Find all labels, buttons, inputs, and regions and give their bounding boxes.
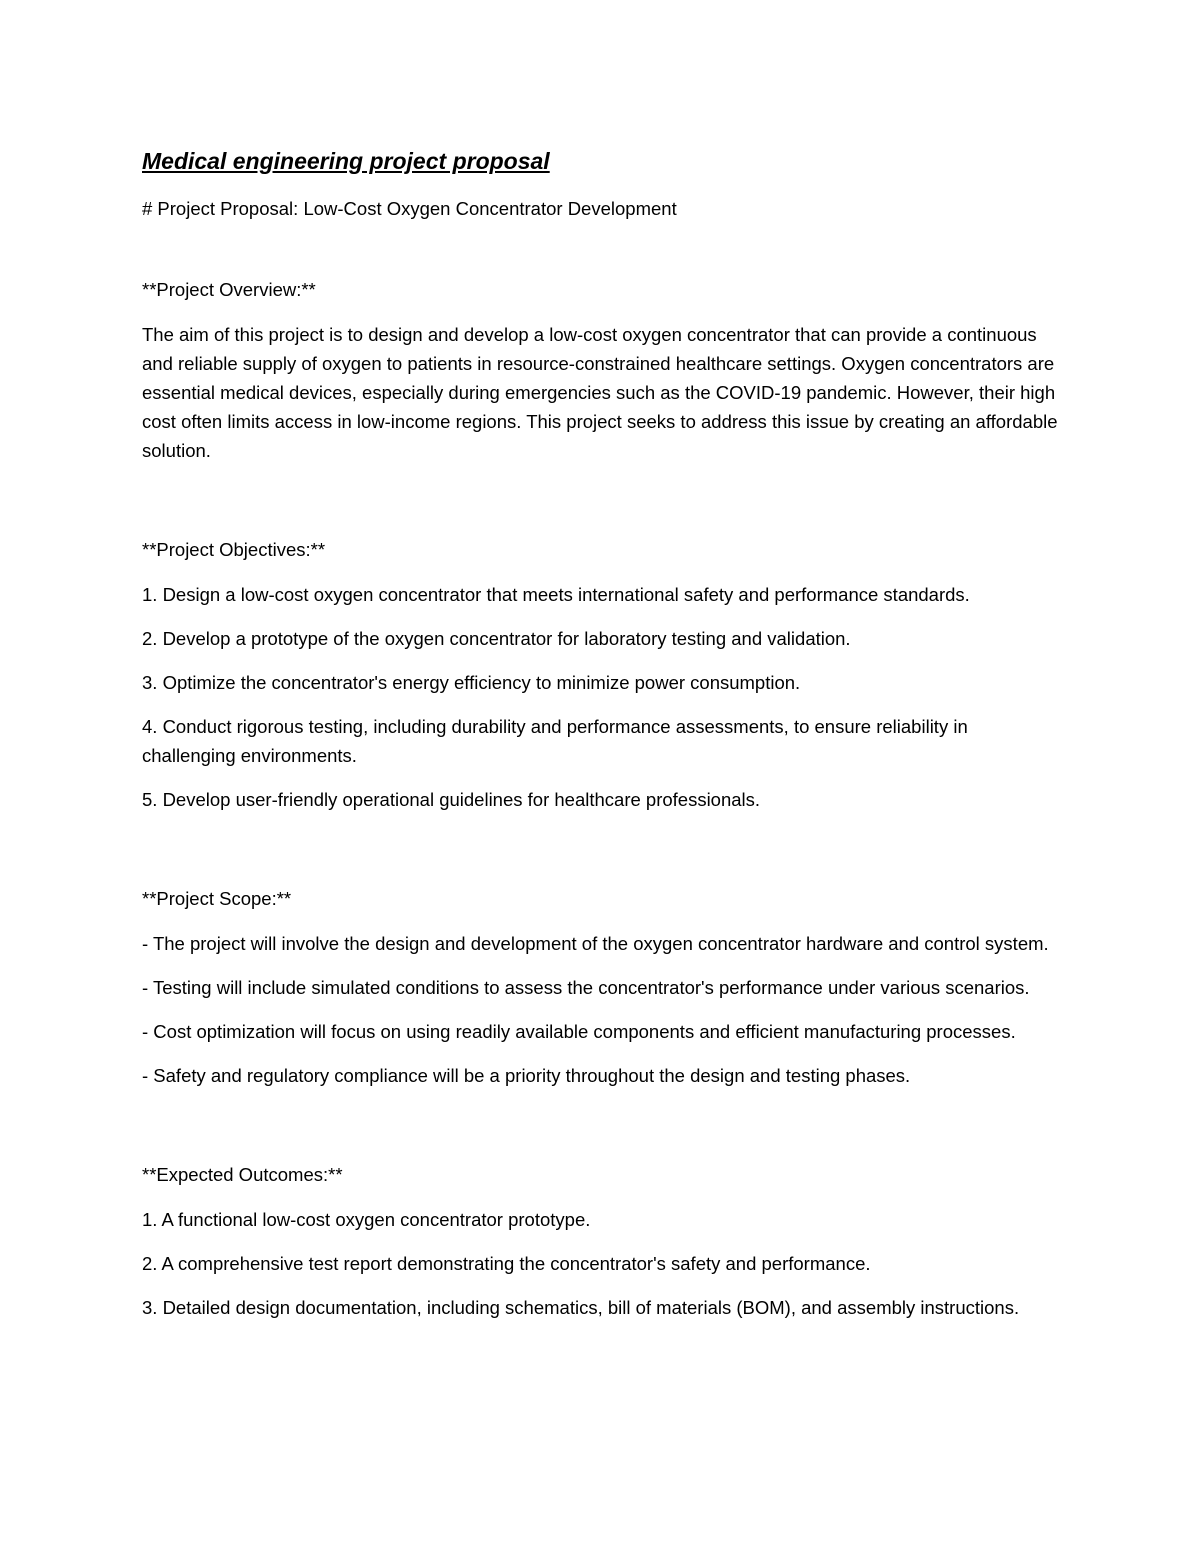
document-title: Medical engineering project proposal — [142, 148, 550, 174]
scope-item: - Safety and regulatory compliance will be a priority throughout the design and testing phases. — [142, 1065, 911, 1086]
scope-item: - The project will involve the design and development of the oxygen concentrator hardware and control system. — [142, 933, 1049, 954]
objective-item: 5. Develop user-friendly operational guidelines for healthcare professionals. — [142, 789, 761, 810]
spacer — [142, 223, 1062, 276]
spacer — [142, 1105, 1062, 1161]
objectives-heading: **Project Objectives:** — [142, 539, 326, 560]
objective-item: 2. Develop a prototype of the oxygen concentrator for laboratory testing and validation. — [142, 628, 851, 649]
proposal-heading: # Project Proposal: Low-Cost Oxygen Concentrator Development — [142, 198, 677, 219]
outcome-item: 1. A functional low-cost oxygen concentrator prototype. — [142, 1209, 591, 1230]
spacer — [142, 829, 1062, 885]
document-content — [142, 146, 1062, 1337]
scope-item: - Cost optimization will focus on using readily available components and efficient manufacturing processes. — [142, 1021, 1016, 1042]
objective-item: 3. Optimize the concentrator's energy efficiency to minimize power consumption. — [142, 672, 801, 693]
objective-item: 1. Design a low-cost oxygen concentrator that meets international safety and performance standards. — [142, 584, 970, 605]
outcome-item: 3. Detailed design documentation, including schematics, bill of materials (BOM), and assembly instructions. — [142, 1297, 1020, 1318]
overview-paragraph: The aim of this project is to design and develop a low-cost oxygen concentrator that can provide a continuous and reliable supply of oxygen to patients in resource-constrained healthcare settings. Oxygen concentrators are essential medical devices, especially during emergencies such as the COVID-19 pandemic. However, their high cost often limits access in low-income regions. This project seeks to address this issue by creating an affordable solution. — [142, 324, 1058, 461]
spacer — [142, 480, 1062, 536]
scope-heading: **Project Scope:** — [142, 888, 292, 909]
objective-item: 4. Conduct rigorous testing, including durability and performance assessments, to ensure reliability in challenging environments. — [142, 716, 968, 766]
outcome-item: 2. A comprehensive test report demonstrating the concentrator's safety and performance. — [142, 1253, 871, 1274]
outcomes-heading: **Expected Outcomes:** — [142, 1164, 343, 1185]
scope-item: - Testing will include simulated conditions to assess the concentrator's performance under various scenarios. — [142, 977, 1030, 998]
overview-heading: **Project Overview:** — [142, 279, 316, 300]
